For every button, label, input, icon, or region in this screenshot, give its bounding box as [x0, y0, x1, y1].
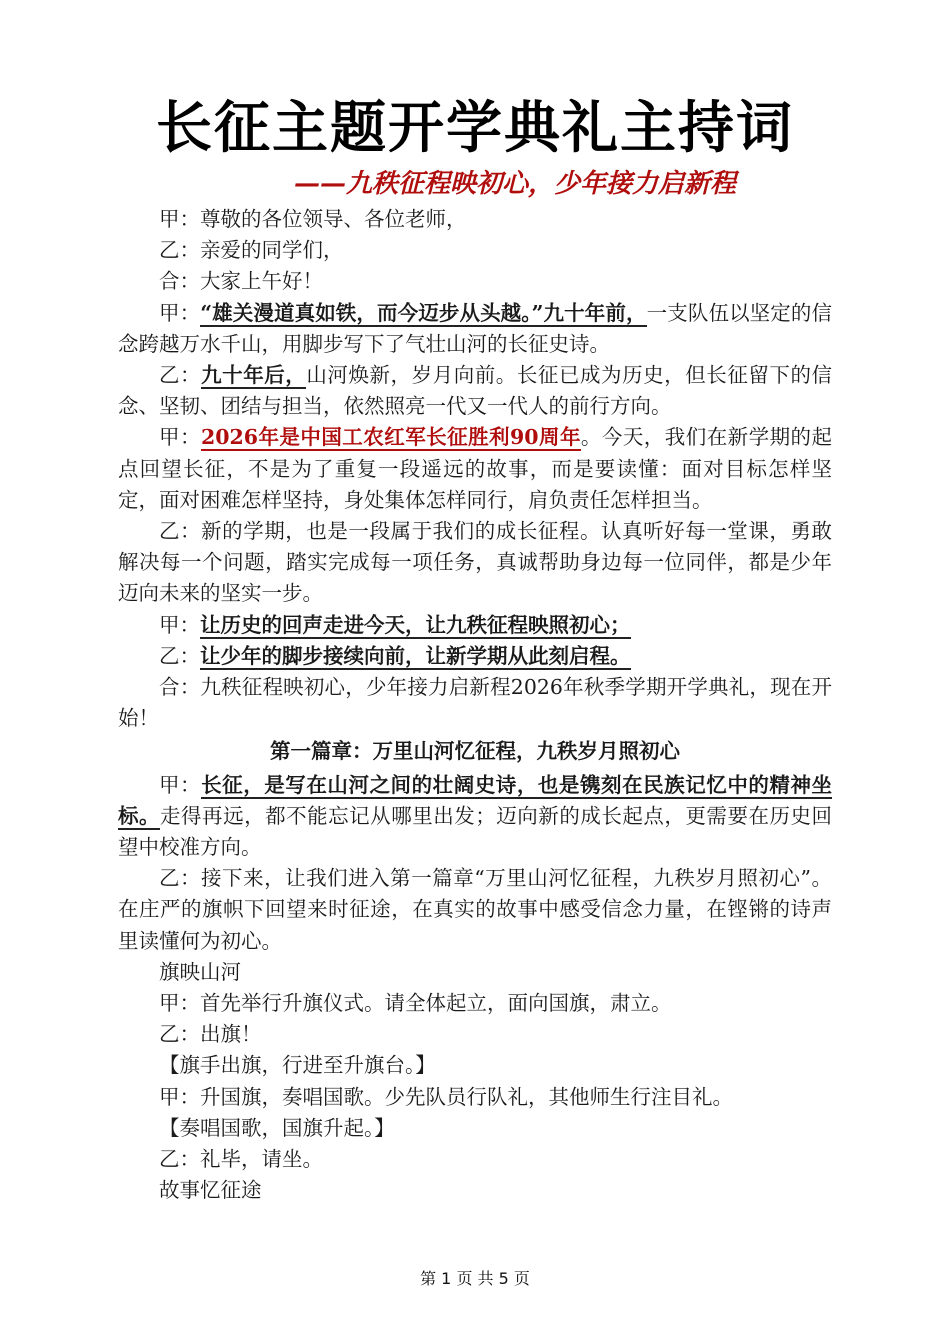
paragraph	[118, 610, 832, 641]
paragraph	[118, 770, 832, 864]
emphasis-text: 让历史的回声走进今天，让九秩征程映照初心；	[200, 612, 631, 637]
paragraph: 乙：出旗！	[159, 1022, 262, 1047]
paragraph-text: 。今天，我们在新学期的起点回望长征，不是为了重复一段遥远的故事，而是要读懂：面对目标怎样坚定，面对困难怎样坚持，身处集体怎样同行，肩负责任怎样担当。	[118, 425, 833, 512]
paragraph	[118, 298, 832, 360]
paragraph: 甲：尊敬的各位领导、各位老师，	[159, 207, 467, 231]
emphasis-text: 九十年后，	[201, 363, 307, 388]
document-title: 长征主题开学典礼主持词	[156, 95, 794, 161]
speaker-label: 甲：	[159, 425, 201, 450]
section-heading: 旗映山河	[159, 959, 241, 984]
paragraph: 乙：新的学期，也是一段属于我们的成长征程。认真听好每一堂课，勇敢解决每一个问题，踏实完成每一项任务，真诚帮助身边每一位同伴，都是少年迈向未来的坚实一步。	[118, 519, 832, 606]
section-heading: 故事忆征途	[159, 1178, 262, 1203]
paragraph: 乙：亲爱的同学们，	[159, 238, 344, 263]
paragraph-text: 山河焕新，岁月向前。长征已成为历史，但长征留下的信念、坚韧、团结与担当，依然照亮一代又一代人的前行方向。	[118, 363, 833, 419]
paragraph-text: 一支队伍以坚定的信念跨越万水千山，用脚步写下了气壮山河的长征史诗。	[118, 300, 833, 356]
emphasis-text: 长征，是写在山河之间的壮阔史诗，也是镌刻在民族记忆中的精神坐标。	[118, 772, 833, 828]
paragraph: 甲：首先举行升旗仪式。请全体起立，面向国旗，肃立。	[159, 991, 672, 1016]
stage-direction: 【旗手出旗，行进至升旗台。】	[159, 1053, 436, 1078]
speaker-label: 乙：	[159, 643, 200, 668]
document-body	[118, 204, 832, 1207]
speaker-label: 乙：	[159, 363, 202, 388]
paragraph: 甲：升国旗，奏唱国歌。少先队员行队礼，其他师生行注目礼。	[159, 1084, 733, 1109]
speaker-label: 甲：	[159, 300, 201, 325]
paragraph: 合：大家上午好！	[159, 269, 323, 294]
paragraph	[118, 422, 832, 516]
stage-direction: 【奏唱国歌，国旗升起。】	[159, 1115, 395, 1140]
paragraph	[118, 360, 832, 422]
emphasis-text-red: 2026年是中国工农红军长征胜利90周年	[200, 425, 581, 450]
document-subtitle: ——九秩征程映初心，少年接力启新程	[293, 169, 736, 199]
emphasis-text: 让少年的脚步接续向前，让新学期从此刻启程。	[200, 643, 631, 668]
chapter-heading: 第一篇章：万里山河忆征程，九秩岁月照初心	[270, 739, 680, 764]
speaker-label: 甲：	[159, 612, 200, 637]
paragraph: 乙：礼毕，请坐。	[159, 1147, 323, 1172]
page-footer: 第 1 页 共 5 页	[420, 1269, 530, 1288]
speaker-label: 甲：	[159, 772, 202, 797]
paragraph	[118, 641, 832, 672]
paragraph: 合：九秩征程映初心，少年接力启新程2026年秋季学期开学典礼，现在开始！	[118, 675, 832, 731]
emphasis-text: “雄关漫道真如铁，而今迈步从头越。”九十年前，	[200, 300, 647, 325]
paragraph-text: 走得再远，都不能忘记从哪里出发；迈向新的成长起点，更需要在历史回望中校准方向。	[118, 803, 832, 860]
paragraph: 乙：接下来，让我们进入第一篇章“万里山河忆征程，九秩岁月照初心”。在庄严的旗帜下回望来时征途，在真实的故事中感受信念力量，在铿锵的诗声里读懂何为初心。	[118, 866, 832, 953]
